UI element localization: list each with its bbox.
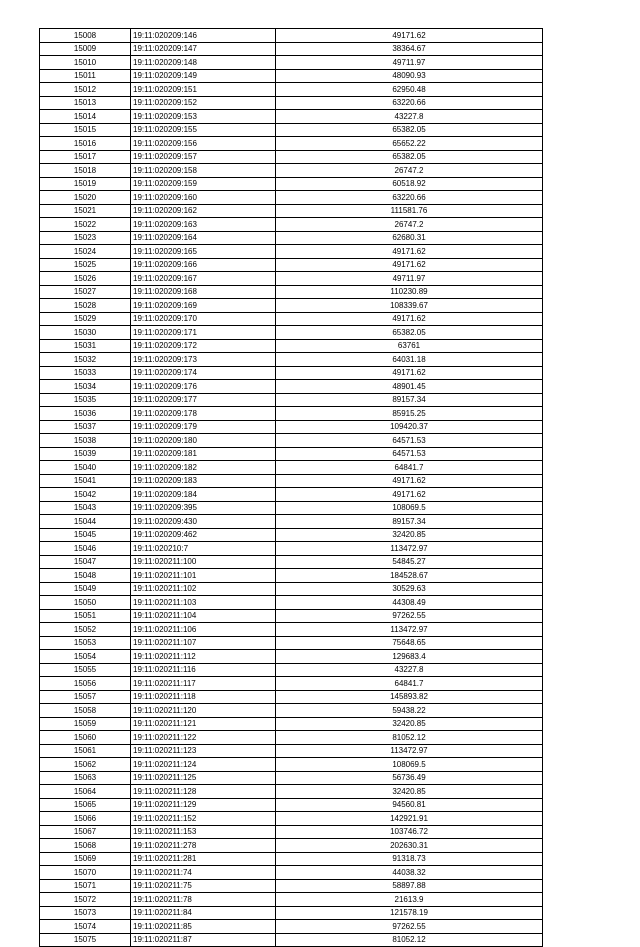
- value-cell: 38364.67: [276, 42, 543, 56]
- row-number-cell: 15024: [40, 245, 131, 259]
- value-cell: 54845.27: [276, 555, 543, 569]
- row-number-cell: 15040: [40, 461, 131, 475]
- row-number-cell: 15015: [40, 123, 131, 137]
- table-row: [40, 326, 543, 340]
- table-row: [40, 29, 543, 43]
- table-row: [40, 56, 543, 70]
- cadastral-number-cell: 19:11:020209:170: [131, 312, 276, 326]
- table-row: [40, 420, 543, 434]
- table-row: [40, 177, 543, 191]
- table-row: [40, 434, 543, 448]
- table-row: [40, 137, 543, 151]
- table-row: [40, 893, 543, 907]
- cadastral-number-cell: 19:11:020209:160: [131, 191, 276, 205]
- row-number-cell: 15033: [40, 366, 131, 380]
- row-number-cell: 15068: [40, 839, 131, 853]
- row-number-cell: 15059: [40, 717, 131, 731]
- cadastral-number-cell: 19:11:020209:162: [131, 204, 276, 218]
- table-row: [40, 812, 543, 826]
- table-row: [40, 461, 543, 475]
- cadastral-number-cell: 19:11:020209:182: [131, 461, 276, 475]
- value-cell: 145893.82: [276, 690, 543, 704]
- row-number-cell: 15075: [40, 933, 131, 947]
- row-number-cell: 15073: [40, 906, 131, 920]
- cadastral-number-cell: 19:11:020209:158: [131, 164, 276, 178]
- value-cell: 58897.88: [276, 879, 543, 893]
- row-number-cell: 15026: [40, 272, 131, 286]
- cadastral-number-cell: 19:11:020211:278: [131, 839, 276, 853]
- row-number-cell: 15030: [40, 326, 131, 340]
- row-number-cell: 15072: [40, 893, 131, 907]
- table-row: [40, 110, 543, 124]
- cadastral-number-cell: 19:11:020211:120: [131, 704, 276, 718]
- cadastral-number-cell: 19:11:020211:103: [131, 596, 276, 610]
- row-number-cell: 15044: [40, 515, 131, 529]
- value-cell: 142921.91: [276, 812, 543, 826]
- cadastral-number-cell: 19:11:020211:84: [131, 906, 276, 920]
- value-cell: 65382.05: [276, 326, 543, 340]
- value-cell: 108069.5: [276, 758, 543, 772]
- row-number-cell: 15009: [40, 42, 131, 56]
- table-row: [40, 245, 543, 259]
- table-row: [40, 407, 543, 421]
- value-cell: 81052.12: [276, 933, 543, 947]
- row-number-cell: 15018: [40, 164, 131, 178]
- value-cell: 65382.05: [276, 123, 543, 137]
- row-number-cell: 15010: [40, 56, 131, 70]
- table-row: [40, 515, 543, 529]
- row-number-cell: 15035: [40, 393, 131, 407]
- table-row: [40, 852, 543, 866]
- cadastral-number-cell: 19:11:020209:168: [131, 285, 276, 299]
- row-number-cell: 15064: [40, 785, 131, 799]
- row-number-cell: 15008: [40, 29, 131, 43]
- value-cell: 64571.53: [276, 434, 543, 448]
- cadastral-number-cell: 19:11:020211:118: [131, 690, 276, 704]
- row-number-cell: 15016: [40, 137, 131, 151]
- row-number-cell: 15062: [40, 758, 131, 772]
- cadastral-number-cell: 19:11:020211:104: [131, 609, 276, 623]
- value-cell: 30529.63: [276, 582, 543, 596]
- table-row: [40, 744, 543, 758]
- value-cell: 184528.67: [276, 569, 543, 583]
- table-row: [40, 596, 543, 610]
- row-number-cell: 15054: [40, 650, 131, 664]
- table-row: [40, 258, 543, 272]
- cadastral-number-cell: 19:11:020209:173: [131, 353, 276, 367]
- table-row: [40, 879, 543, 893]
- value-cell: 91318.73: [276, 852, 543, 866]
- cadastral-number-cell: 19:11:020209:151: [131, 83, 276, 97]
- row-number-cell: 15049: [40, 582, 131, 596]
- cadastral-number-cell: 19:11:020211:125: [131, 771, 276, 785]
- cadastral-number-cell: 19:11:020211:107: [131, 636, 276, 650]
- cadastral-number-cell: 19:11:020209:156: [131, 137, 276, 151]
- value-cell: 109420.37: [276, 420, 543, 434]
- value-cell: 56736.49: [276, 771, 543, 785]
- row-number-cell: 15012: [40, 83, 131, 97]
- value-cell: 44308.49: [276, 596, 543, 610]
- table-row: [40, 339, 543, 353]
- table-row: [40, 204, 543, 218]
- row-number-cell: 15055: [40, 663, 131, 677]
- table-row: [40, 83, 543, 97]
- row-number-cell: 15043: [40, 501, 131, 515]
- value-cell: 89157.34: [276, 515, 543, 529]
- value-cell: 113472.97: [276, 542, 543, 556]
- cadastral-number-cell: 19:11:020211:121: [131, 717, 276, 731]
- value-cell: 121578.19: [276, 906, 543, 920]
- row-number-cell: 15028: [40, 299, 131, 313]
- value-cell: 63761: [276, 339, 543, 353]
- row-number-cell: 15037: [40, 420, 131, 434]
- row-number-cell: 15023: [40, 231, 131, 245]
- value-cell: 49171.62: [276, 29, 543, 43]
- cadastral-number-cell: 19:11:020209:174: [131, 366, 276, 380]
- value-cell: 75648.65: [276, 636, 543, 650]
- value-cell: 129683.4: [276, 650, 543, 664]
- value-cell: 94560.81: [276, 798, 543, 812]
- row-number-cell: 15058: [40, 704, 131, 718]
- row-number-cell: 15042: [40, 488, 131, 502]
- cadastral-number-cell: 19:11:020211:102: [131, 582, 276, 596]
- cadastral-number-cell: 19:11:020209:165: [131, 245, 276, 259]
- row-number-cell: 15036: [40, 407, 131, 421]
- cadastral-number-cell: 19:11:020209:184: [131, 488, 276, 502]
- table-row: [40, 96, 543, 110]
- value-cell: 103746.72: [276, 825, 543, 839]
- table-row: [40, 677, 543, 691]
- row-number-cell: 15039: [40, 447, 131, 461]
- row-number-cell: 15029: [40, 312, 131, 326]
- value-cell: 113472.97: [276, 623, 543, 637]
- table-row: [40, 150, 543, 164]
- cadastral-number-cell: 19:11:020209:149: [131, 69, 276, 83]
- value-cell: 49171.62: [276, 366, 543, 380]
- value-cell: 48090.93: [276, 69, 543, 83]
- table-row: [40, 906, 543, 920]
- row-number-cell: 15056: [40, 677, 131, 691]
- cadastral-number-cell: 19:11:020211:101: [131, 569, 276, 583]
- value-cell: 43227.8: [276, 663, 543, 677]
- cadastral-number-cell: 19:11:020211:87: [131, 933, 276, 947]
- table-row: [40, 623, 543, 637]
- value-cell: 111581.76: [276, 204, 543, 218]
- cadastral-number-cell: 19:11:020209:167: [131, 272, 276, 286]
- table-row: [40, 353, 543, 367]
- table-row: [40, 69, 543, 83]
- row-number-cell: 15061: [40, 744, 131, 758]
- cadastral-number-cell: 19:11:020209:178: [131, 407, 276, 421]
- table-row: [40, 285, 543, 299]
- row-number-cell: 15069: [40, 852, 131, 866]
- table-row: [40, 164, 543, 178]
- cadastral-number-cell: 19:11:020211:128: [131, 785, 276, 799]
- row-number-cell: 15070: [40, 866, 131, 880]
- value-cell: 62950.48: [276, 83, 543, 97]
- value-cell: 26747.2: [276, 164, 543, 178]
- table-row: [40, 731, 543, 745]
- cadastral-number-cell: 19:11:020210:7: [131, 542, 276, 556]
- row-number-cell: 15041: [40, 474, 131, 488]
- cadastral-number-cell: 19:11:020209:395: [131, 501, 276, 515]
- row-number-cell: 15048: [40, 569, 131, 583]
- table-row: [40, 231, 543, 245]
- value-cell: 43227.8: [276, 110, 543, 124]
- value-cell: 97262.55: [276, 920, 543, 934]
- value-cell: 44038.32: [276, 866, 543, 880]
- row-number-cell: 15045: [40, 528, 131, 542]
- table-row: [40, 528, 543, 542]
- value-cell: 62680.31: [276, 231, 543, 245]
- row-number-cell: 15011: [40, 69, 131, 83]
- cadastral-number-cell: 19:11:020209:159: [131, 177, 276, 191]
- row-number-cell: 15060: [40, 731, 131, 745]
- value-cell: 60518.92: [276, 177, 543, 191]
- table-row: [40, 650, 543, 664]
- cadastral-number-cell: 19:11:020211:281: [131, 852, 276, 866]
- value-cell: 64841.7: [276, 461, 543, 475]
- cadastral-number-cell: 19:11:020209:183: [131, 474, 276, 488]
- cadastral-number-cell: 19:11:020211:85: [131, 920, 276, 934]
- value-cell: 81052.12: [276, 731, 543, 745]
- row-number-cell: 15014: [40, 110, 131, 124]
- value-cell: 32420.85: [276, 528, 543, 542]
- value-cell: 64571.53: [276, 447, 543, 461]
- table-row: [40, 839, 543, 853]
- row-number-cell: 15050: [40, 596, 131, 610]
- cadastral-number-cell: 19:11:020211:124: [131, 758, 276, 772]
- row-number-cell: 15065: [40, 798, 131, 812]
- table-row: [40, 798, 543, 812]
- value-cell: 65652.22: [276, 137, 543, 151]
- value-cell: 65382.05: [276, 150, 543, 164]
- row-number-cell: 15032: [40, 353, 131, 367]
- table-row: [40, 690, 543, 704]
- value-cell: 49171.62: [276, 245, 543, 259]
- table-row: [40, 758, 543, 772]
- row-number-cell: 15013: [40, 96, 131, 110]
- value-cell: 21613.9: [276, 893, 543, 907]
- cadastral-number-cell: 19:11:020209:181: [131, 447, 276, 461]
- cadastral-number-cell: 19:11:020209:176: [131, 380, 276, 394]
- table-row: [40, 569, 543, 583]
- value-cell: 59438.22: [276, 704, 543, 718]
- row-number-cell: 15022: [40, 218, 131, 232]
- value-cell: 49711.97: [276, 272, 543, 286]
- table-row: [40, 555, 543, 569]
- row-number-cell: 15057: [40, 690, 131, 704]
- value-cell: 108339.67: [276, 299, 543, 313]
- row-number-cell: 15027: [40, 285, 131, 299]
- value-cell: 110230.89: [276, 285, 543, 299]
- cadastral-number-cell: 19:11:020209:430: [131, 515, 276, 529]
- cadastral-number-cell: 19:11:020209:147: [131, 42, 276, 56]
- cadastral-number-cell: 19:11:020211:117: [131, 677, 276, 691]
- table-row: [40, 866, 543, 880]
- table-row: [40, 717, 543, 731]
- value-cell: 32420.85: [276, 785, 543, 799]
- row-number-cell: 15047: [40, 555, 131, 569]
- cadastral-number-cell: 19:11:020211:122: [131, 731, 276, 745]
- value-cell: 49171.62: [276, 312, 543, 326]
- row-number-cell: 15021: [40, 204, 131, 218]
- cadastral-number-cell: 19:11:020211:153: [131, 825, 276, 839]
- value-cell: 49171.62: [276, 488, 543, 502]
- table-row: [40, 609, 543, 623]
- value-cell: 64031.18: [276, 353, 543, 367]
- table-row: [40, 582, 543, 596]
- cadastral-number-cell: 19:11:020211:112: [131, 650, 276, 664]
- cadastral-number-cell: 19:11:020209:148: [131, 56, 276, 70]
- row-number-cell: 15031: [40, 339, 131, 353]
- table-body: [40, 29, 543, 947]
- cadastral-number-cell: 19:11:020209:169: [131, 299, 276, 313]
- table-row: [40, 312, 543, 326]
- value-cell: 202630.31: [276, 839, 543, 853]
- row-number-cell: 15038: [40, 434, 131, 448]
- cadastral-number-cell: 19:11:020211:100: [131, 555, 276, 569]
- table-row: [40, 501, 543, 515]
- cadastral-number-cell: 19:11:020211:78: [131, 893, 276, 907]
- value-cell: 48901.45: [276, 380, 543, 394]
- row-number-cell: 15053: [40, 636, 131, 650]
- value-cell: 89157.34: [276, 393, 543, 407]
- cadastral-number-cell: 19:11:020211:129: [131, 798, 276, 812]
- cadastral-number-cell: 19:11:020209:180: [131, 434, 276, 448]
- cadastral-number-cell: 19:11:020209:163: [131, 218, 276, 232]
- row-number-cell: 15051: [40, 609, 131, 623]
- row-number-cell: 15046: [40, 542, 131, 556]
- value-cell: 63220.66: [276, 96, 543, 110]
- cadastral-value-table: [39, 28, 543, 947]
- value-cell: 49171.62: [276, 474, 543, 488]
- cadastral-number-cell: 19:11:020209:462: [131, 528, 276, 542]
- cadastral-number-cell: 19:11:020209:166: [131, 258, 276, 272]
- value-cell: 113472.97: [276, 744, 543, 758]
- cadastral-number-cell: 19:11:020211:75: [131, 879, 276, 893]
- cadastral-number-cell: 19:11:020209:152: [131, 96, 276, 110]
- table-row: [40, 218, 543, 232]
- cadastral-number-cell: 19:11:020211:152: [131, 812, 276, 826]
- table-row: [40, 299, 543, 313]
- table-row: [40, 272, 543, 286]
- table-row: [40, 933, 543, 947]
- cadastral-number-cell: 19:11:020209:155: [131, 123, 276, 137]
- table-row: [40, 393, 543, 407]
- table-row: [40, 663, 543, 677]
- cadastral-number-cell: 19:11:020209:157: [131, 150, 276, 164]
- table-row: [40, 447, 543, 461]
- value-cell: 49171.62: [276, 258, 543, 272]
- row-number-cell: 15067: [40, 825, 131, 839]
- row-number-cell: 15017: [40, 150, 131, 164]
- table-row: [40, 771, 543, 785]
- row-number-cell: 15020: [40, 191, 131, 205]
- cadastral-number-cell: 19:11:020209:153: [131, 110, 276, 124]
- row-number-cell: 15071: [40, 879, 131, 893]
- table-row: [40, 785, 543, 799]
- row-number-cell: 15066: [40, 812, 131, 826]
- row-number-cell: 15063: [40, 771, 131, 785]
- table-row: [40, 123, 543, 137]
- cadastral-number-cell: 19:11:020211:106: [131, 623, 276, 637]
- table-row: [40, 42, 543, 56]
- cadastral-number-cell: 19:11:020211:123: [131, 744, 276, 758]
- table-row: [40, 704, 543, 718]
- table-row: [40, 920, 543, 934]
- table-row: [40, 380, 543, 394]
- cadastral-number-cell: 19:11:020209:179: [131, 420, 276, 434]
- value-cell: 64841.7: [276, 677, 543, 691]
- table-row: [40, 191, 543, 205]
- cadastral-number-cell: 19:11:020211:74: [131, 866, 276, 880]
- cadastral-number-cell: 19:11:020209:164: [131, 231, 276, 245]
- cadastral-number-cell: 19:11:020211:116: [131, 663, 276, 677]
- value-cell: 97262.55: [276, 609, 543, 623]
- value-cell: 26747.2: [276, 218, 543, 232]
- row-number-cell: 15025: [40, 258, 131, 272]
- table-row: [40, 366, 543, 380]
- cadastral-number-cell: 19:11:020209:172: [131, 339, 276, 353]
- row-number-cell: 15074: [40, 920, 131, 934]
- table-row: [40, 474, 543, 488]
- row-number-cell: 15052: [40, 623, 131, 637]
- value-cell: 49711.97: [276, 56, 543, 70]
- cadastral-number-cell: 19:11:020209:146: [131, 29, 276, 43]
- value-cell: 85915.25: [276, 407, 543, 421]
- table-row: [40, 825, 543, 839]
- value-cell: 108069.5: [276, 501, 543, 515]
- value-cell: 63220.66: [276, 191, 543, 205]
- row-number-cell: 15034: [40, 380, 131, 394]
- row-number-cell: 15019: [40, 177, 131, 191]
- cadastral-number-cell: 19:11:020209:171: [131, 326, 276, 340]
- table-row: [40, 542, 543, 556]
- table-row: [40, 636, 543, 650]
- table-row: [40, 488, 543, 502]
- value-cell: 32420.85: [276, 717, 543, 731]
- cadastral-number-cell: 19:11:020209:177: [131, 393, 276, 407]
